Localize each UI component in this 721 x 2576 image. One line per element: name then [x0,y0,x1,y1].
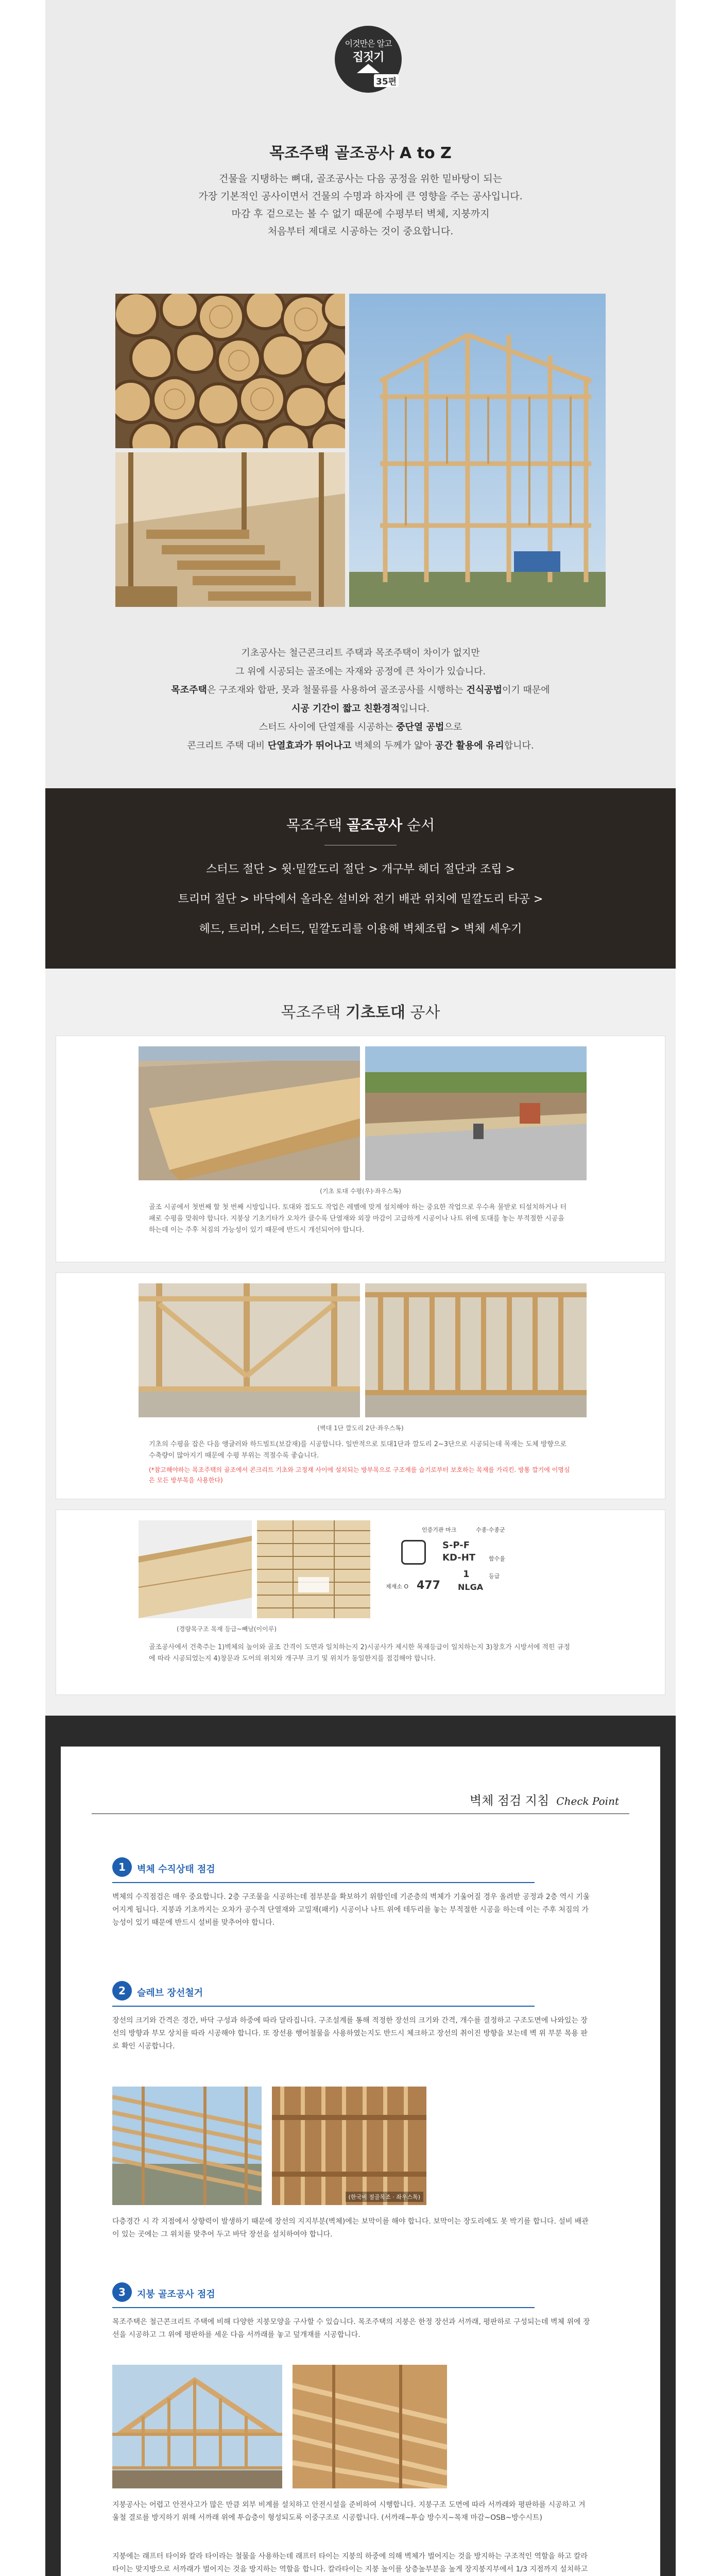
desc-line: 그 위에 시공되는 골조에는 자재와 공정에 큰 차이가 있습니다. [235,666,486,677]
intro-line: 처음부터 제대로 시공하는 것이 중요합니다. [267,226,454,237]
desc-bold: 목조주택 [171,685,207,696]
check-text-2b: 다층경간 시 각 지점에서 상향력이 발생하기 때문에 장선의 지지부분(벽체)에는 보막이를 해야 합니다. 보막이는 장도리에도 못 박기를 합니다. 설비 배관이 있는 곳에는 그 위치를 맞추어 두고 바닥 장선을 설치하여야 합니다. [112,2217,589,2239]
house-roof-icon [357,64,380,73]
foundation-title-post: 공사 [405,1004,440,1022]
wall-framing-image-2 [365,1283,587,1417]
desc-text: 합니다. [504,740,534,751]
stamp-rule-mark: NLGA [458,1582,484,1592]
check-text-3b: 지붕공사는 어렵고 안전사고가 많은 만큼 외부 비계를 설치하고 안전시설을 준비하여 시행합니다. 지붕구조 도면에 따라 서까래와 평판하를 시공하고 겨울철 결로를 방지하기 위해 서까래 위에 투습층이 형성되도록 이중구조로 시공합니다. (서까래~투습 방수지~목재 마감~OSB~방수시트) [112,2501,586,2522]
foundation-card-1 [56,1036,665,1262]
photo-wall-framing-1 [139,1283,360,1417]
desc-text: 벽체의 두께가 얇아 [351,740,435,751]
card1-text: 골조 시공에서 첫번째 할 첫 번째 시방입니다. 토대와 접도도 작업은 레벨에 맞게 설치해야 하는 중요한 작업으로 우수욕 물받로 티설치하거나 터패로 수평을 맞춰야 합니다. 지붕상 기초기타가 오차가 클수록 단열재와 외장 마감이 고급하게 시공이나 나트 위에 토대를 놓는 부적절한 시공을 하는데 이는 주후 처짐의 가능성이 있기 때문에 반드시 개선되어야 합니다. [149,1204,567,1234]
desc-text: 콘크리트 주택 대비 [187,740,268,751]
desc-text: 입니다. [400,703,430,714]
desc-text: 은 구조재와 합판, 못과 철물류를 사용하여 골조공사를 시행하는 [207,685,467,696]
desc-bold: 건식공법 [466,685,503,696]
check-underline-1 [112,1882,535,1883]
desc-bold: 단열효과가 뛰어나고 [267,740,352,751]
intro-line: 건물을 지탱하는 뼈대, 골조공사는 다음 공정을 위한 밑바탕이 되는 [219,173,502,184]
checkpoint-title-ko: 벽체 점검 지침 [469,1793,550,1808]
card2-note: (*참고해야하는 목조주택의 골조에서 콘크리트 기초와 고정재 사이에 설치되는 방부목으로 구조재를 습기로부터 보호하는 목재를 가리킨. 방통 깔기에 이명심은 모든 방부목을 사용한다) [149,1466,570,1484]
card3-caption: (경량목구조 목재 등급~빼남(이이루) [176,1625,277,1633]
desc-bold: 공간 활용에 유리 [435,740,504,751]
order-step: 스터드 절단 > 윗·밑깔도리 절단 > 개구부 헤더 절단과 조립 > [206,863,515,876]
order-title-post: 순서 [402,817,435,834]
stamp-logo-icon [401,1540,426,1565]
card3-text: 골조공사에서 건축주는 1)벽체의 높이와 골조 간격이 도면과 일치하는지 2)시공사가 제시한 목재등급이 일치하는지 3)창호가 시방서에 적힌 규정에 따라 시공되었는지 4)창문과 도어의 위치와 개구부 크기 및 위치가 동일한지를 점검해야 합니다. [149,1643,570,1663]
check-number-3: 3 [112,2282,132,2302]
floor-joist-image-2 [272,2087,426,2205]
checkpoint-title [470,1790,619,1808]
grade-stamp-diagram [386,1526,571,1618]
intro-section [45,0,676,788]
stamp-grade-label: 등급 [489,1573,500,1580]
checkpoint-title-en: Check Point [556,1795,619,1807]
intro-line: 마감 후 겉으로는 볼 수 없기 때문에 수평부터 벽체, 지붕까지 [231,208,490,219]
card2-caption: (벽대 1단 깔도리 2단·좌우스톡) [317,1425,404,1432]
wall-framing-image [139,1283,360,1417]
photo-timber-logs [115,294,345,448]
intro-text [45,170,676,240]
desc-bold: 중단열 공법 [396,722,444,733]
stamp-moisture-label: 함수율 [489,1555,505,1562]
order-step: 헤드, 트리머, 스터드, 밑깔도리를 이용해 벽체조립 > 벽체 세우기 [199,923,522,936]
badge-episode: 35편 [374,74,399,87]
desc-line [45,718,676,737]
desc-text: 으로 [444,722,462,733]
page [45,0,676,2576]
photo-sill-plate [139,1046,360,1180]
stamp-mill-label: 제재소 O [386,1583,409,1590]
check-number-1: 1 [112,1857,132,1877]
card2-text: 기초의 수평을 잡은 다음 앵글러와 하드빌트(보갈재)를 시공합니다. 일반적으로 토대1단과 깔도리 2~3단으로 시공되는데 목재는 도체 방향으로 수축량이 많아지기 때문에 수평 부위는 적절수록 좋습니다. [149,1440,567,1460]
photo-roof-framing-2 [293,2365,447,2488]
check-number-2: 2 [112,1981,132,2001]
photo-floor-joist-1 [112,2087,262,2205]
foundation-title-bold: 기초토대 [346,1004,405,1022]
order-step: 트리머 절단 > 바닥에서 올라온 설비와 전기 배관 위치에 밑깔도리 타공 > [178,893,543,906]
page-title: 목조주택 골조공사 A to Z [269,144,452,162]
badge-line1: 이것만은 알고 [345,39,392,48]
checkpoint-section [45,1716,676,2576]
wood-stairs-image [115,452,345,607]
check-underline-2 [112,2006,535,2007]
photo-lumber-stack [257,1520,370,1618]
stamp-species-label: 수종·수종군 [476,1527,505,1533]
desc-line: 기초공사는 철근콘크리트 주택과 목조주택이 차이가 없지만 [241,648,480,658]
photo-foundation-slab [365,1046,587,1180]
badge-line2: 집짓기 [352,51,384,64]
desc-bold: 시공 기간이 짧고 친환경적 [291,703,400,714]
roof-framing-image [112,2365,282,2488]
order-title [45,814,676,835]
card1-caption: (기초 토대 수평(우)·좌우스톡) [320,1188,401,1195]
foundation-card-2 [56,1273,665,1499]
foundation-description [45,644,676,755]
photo-wall-framing-2 [365,1283,587,1417]
check-text-3: 목조주택은 철근콘크리트 주택에 비해 다양한 지붕모양을 구사할 수 있습니다. 목조주택의 지붕은 한정 장선과 서까래, 평판하로 구성되는데 벽체 위에 장선을 시공하고 그 위에 평판하를 세운 다음 서까래를 놓고 덮개재를 시공합니다. [112,2318,590,2339]
timber-logs-image [115,294,345,448]
photo-wood-stairs [115,452,345,607]
check-text-1: 벽체의 수직점검은 매우 중요합니다. 2층 구조물을 시공하는데 점부분을 확보하기 위함인데 기준층의 벽체가 기울어질 경우 올려받 공정과 2층 역시 기울어지게 됩니다. 지붕과 기초까지는 오차가 공수적 단열재와 고밀재(패키) 시공이나 나트 위에 테두리를 놓는 부적절한 시공을 하는데 이는 주후 처짐의 가능성이 있기 때문에 반드시 설비를 맞추어야 합니다. [112,1893,590,1927]
desc-line [45,737,676,755]
check-title-1: 벽체 수직상태 점검 [137,1864,215,1875]
check-text-3c: 지붕에는 래프터 타이와 칼라 타이라는 철물을 사용하는데 래프터 타이는 지붕의 하중에 의해 벽체가 벌어지는 것을 방지하는 구조적인 역할을 하고 칼라 타이는 맞지방으로 서까래가 벌어지는 것을 방지하는 역할을 합니다. 칼라타이는 지붕 높이를 상층높부분을 높게 장지붕지부에서 1/3 지점까지 설치하고 [112,2552,588,2573]
check-text-2: 장선의 크기와 간격은 경간, 바닥 구성과 하중에 따라 달라집니다. 구조설계를 통해 적정한 장선의 크기와 간격, 개수를 결정하고 구조도면에 나와있는 장선의 방향과 부모 상치를 따라 시공해야 합니다. 또 장선용 행어철물을 사용하였는지도 반드시 체크하고 장선의 취이진 방향을 보는데 벽 위 부분 목용 판로 확인 시공합니다. [112,2016,588,2050]
desc-text: 스터드 사이에 단열재를 시공하는 [259,722,397,733]
stamp-species-mark: S-P-F [442,1540,470,1551]
foundation-card-3 [56,1510,665,1695]
order-title-pre: 목조주택 [286,817,347,834]
intro-line: 가장 기본적인 공사이면서 건물의 수명과 하자에 큰 영향을 주는 공사입니다. [198,191,523,202]
photo-timber-frame-house [349,294,606,607]
stamp-mill-number: 477 [417,1579,440,1592]
foundation-section [45,969,676,1716]
check-title-2: 슬레브 장선철거 [137,1988,203,1998]
joist-photo-caption: (한국비 절골목조 · 좌우스톡) [346,2192,423,2202]
sill-plate-image [139,1046,360,1180]
episode-badge [335,26,402,93]
desc-line [45,700,676,718]
foundation-slab-image [365,1046,587,1180]
timber-frame-image [349,294,606,607]
stamp-agency-label: 인증기관 마크 [422,1527,457,1533]
photo-floor-joist-2 [272,2087,426,2205]
check-underline-3 [112,2307,535,2308]
desc-line [45,681,676,700]
check-title-3: 지붕 골조공사 점검 [137,2289,215,2300]
floor-joist-image [112,2087,262,2205]
desc-text: 이기 때문에 [502,685,550,696]
photo-roof-framing-1 [112,2365,282,2488]
stamp-grade-number: 1 [463,1569,470,1580]
lumber-stack-image [257,1520,370,1618]
order-title-bold: 골조공사 [346,817,403,834]
framing-order-section [45,788,676,969]
stamp-dry-mark: KD-HT [442,1552,476,1563]
foundation-title-pre: 목조주택 [281,1004,346,1022]
lumber-image [139,1520,252,1618]
checkpoint-document [61,1747,660,2576]
roof-framing-image-2 [293,2365,447,2488]
foundation-title [45,999,676,1022]
photo-lumber-stamp [139,1520,252,1618]
